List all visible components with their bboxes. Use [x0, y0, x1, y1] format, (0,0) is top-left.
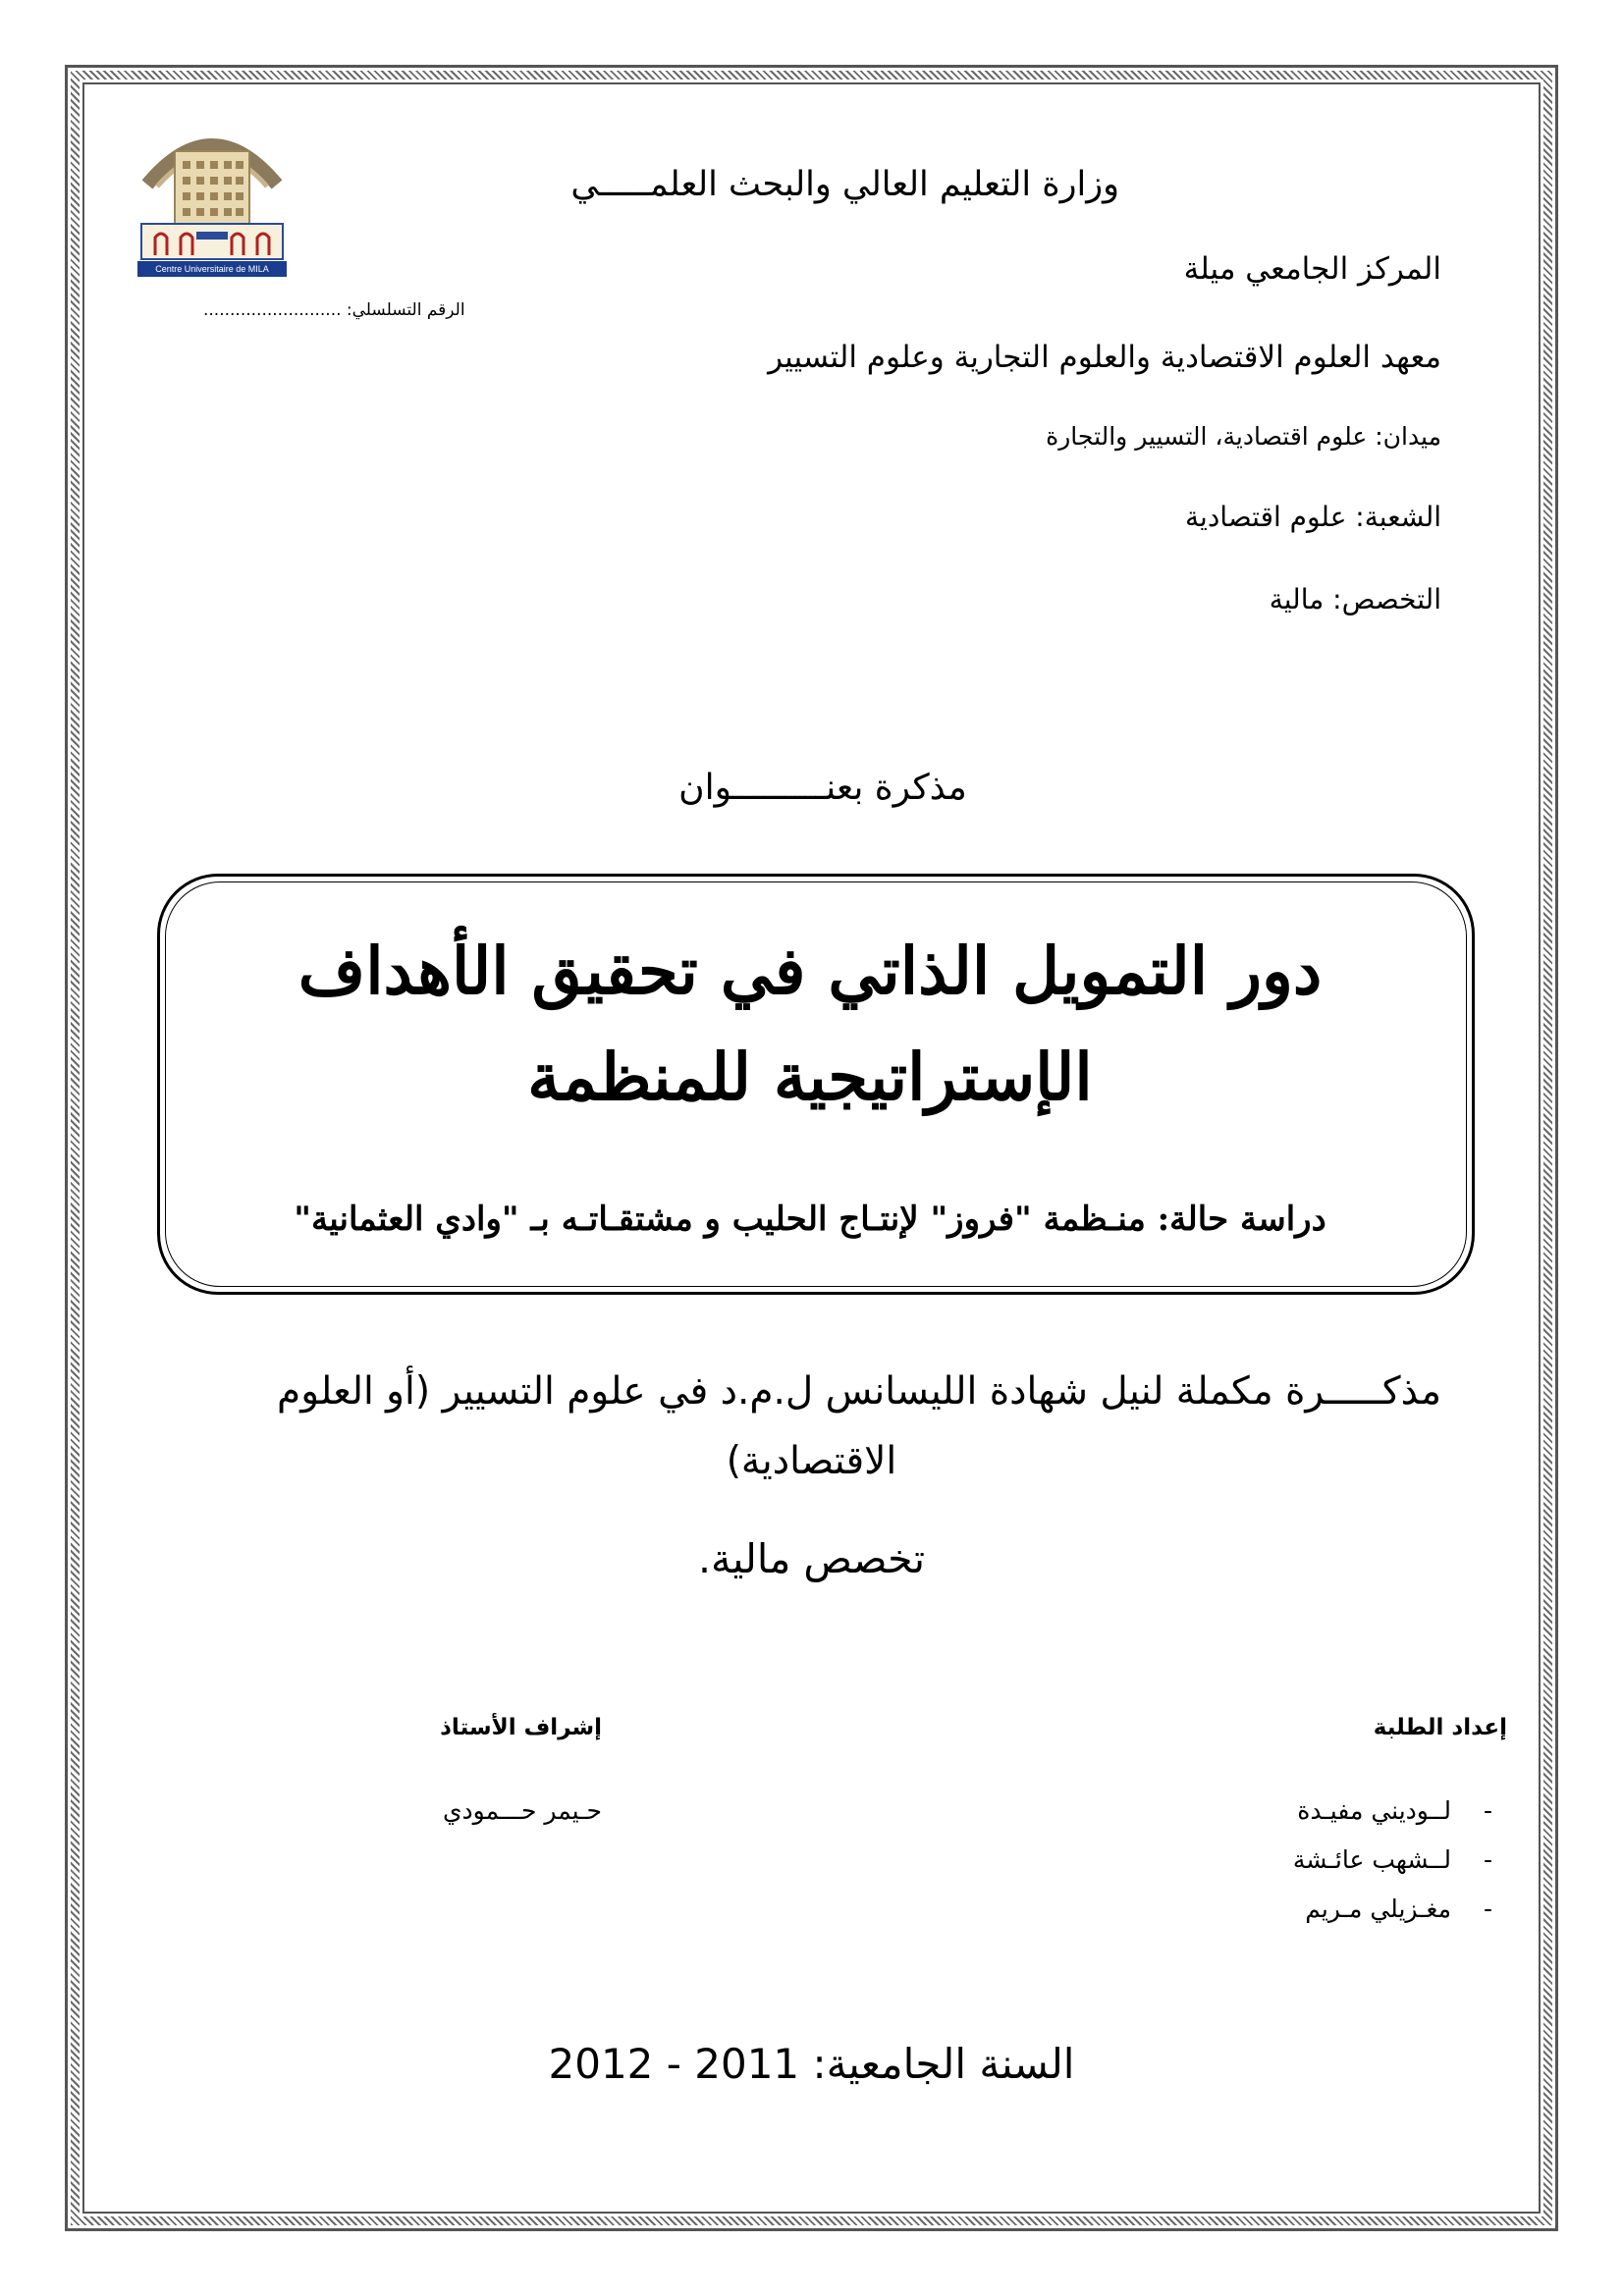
case-study-line: دراسة حالة: منـظمة "فروز" لإنتـاج الحليب و مشتقـاتـه بـ "وادي العثمانية": [294, 1200, 1326, 1239]
branch-line: الشعبة: علوم اقتصادية: [1185, 501, 1441, 533]
institute-name: معهد العلوم الاقتصادية والعلوم التجارية وعلوم التسيير: [768, 340, 1441, 375]
university-logo: [137, 116, 287, 273]
list-bullet: -: [1483, 1895, 1492, 1923]
supervisor-label: إشراف الأستاذ: [440, 1715, 602, 1740]
list-bullet: -: [1483, 1845, 1492, 1874]
memo-label: مذكرة بعنـــــــــوان: [678, 768, 967, 808]
list-bullet: -: [1483, 1796, 1492, 1825]
student-name-1: لــوديني مفيـدة: [1297, 1796, 1451, 1825]
university-center: المركز الجامعي ميلة: [1183, 251, 1441, 287]
specialization-line: تخصص مالية.: [697, 1535, 926, 1582]
student-name-3: مغـزيلي مـريم: [1305, 1895, 1451, 1923]
academic-year: السنة الجامعية: 2011 - 2012: [548, 2040, 1075, 2088]
students-label: إعداد الطلبة: [1373, 1715, 1507, 1740]
degree-description-line1: مذكـــــرة مكملة لنيل شهادة الليسانس ل.م.د في علوم التسيير (أو العلوم: [277, 1369, 1441, 1414]
field-line: ميدان: علوم اقتصادية، التسيير والتجارة: [1046, 422, 1441, 451]
student-name-2: لــشهب عائـشة: [1292, 1845, 1451, 1874]
thesis-title-line1: دور التمويل الذاتي في تحقيق الأهداف: [298, 933, 1323, 1009]
supervisor-name: حـيمر حـــمودي: [442, 1796, 602, 1825]
degree-description-line2: الاقتصادية): [726, 1439, 897, 1483]
specialty-line: التخصص: مالية: [1269, 583, 1441, 615]
thesis-title-line2: الإستراتيجية للمنظمة: [527, 1039, 1093, 1115]
ministry-heading: وزارة التعليم العالي والبحث العلمـــــي: [570, 165, 1119, 204]
logo-caption: Centre Universitaire de MILA: [137, 261, 287, 277]
serial-number: الرقم التسلسلي: ..........................: [203, 300, 465, 320]
